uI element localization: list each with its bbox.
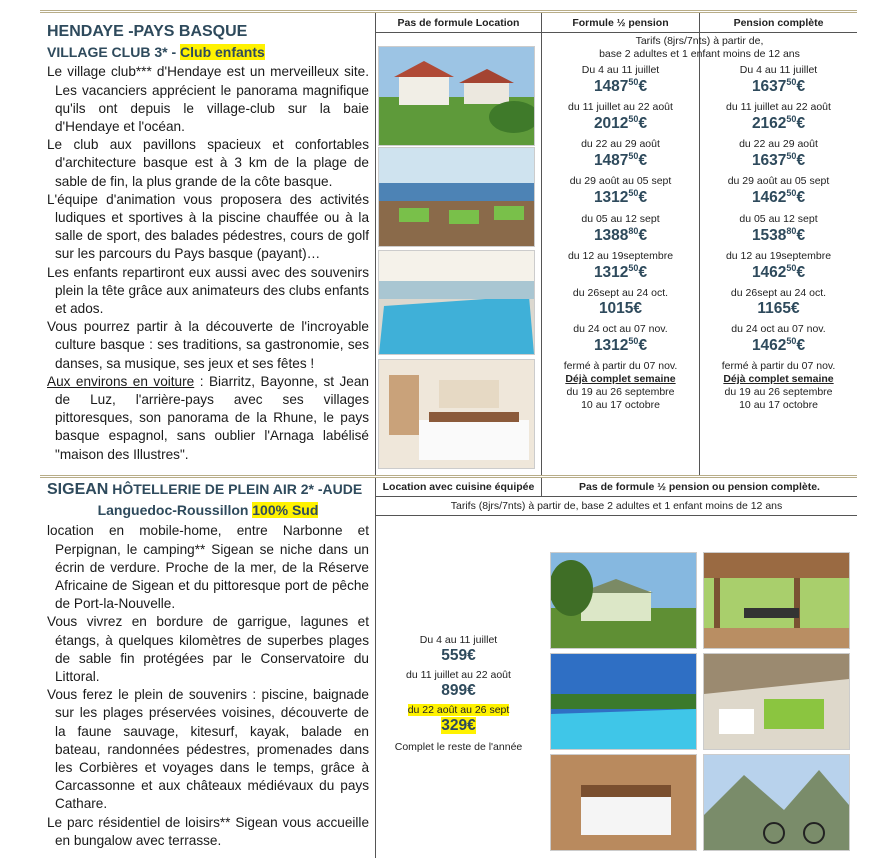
half-board-prices (542, 64, 699, 412)
price-dates: du 26sept au 24 oct. (572, 286, 669, 299)
full-week-note: Déjà complet semaine (723, 373, 834, 386)
club-enfants-badge: Club enfants (180, 44, 265, 61)
env-link[interactable]: Aux environs en voiture (47, 373, 195, 389)
price-value: 559€ (441, 647, 476, 664)
price-dates: du 24 oct au 07 nov. (573, 322, 668, 335)
hendaye-pool-photo (378, 250, 535, 355)
col-head-no-pension: Pas de formule ½ pension ou pension complète. (579, 481, 820, 493)
price-dates: du 12 au 19septembre (725, 249, 832, 262)
price-dates: du 05 au 12 sept (739, 212, 818, 225)
price-value: 1312$^{50}$€ (593, 335, 648, 355)
env-text: : Biarritz, Bayonne, st Jean de Luz, l'arrière-pays avec ses villages pittoresques, son panorama de la Rhune, le pays basque espagnol, sans oublier l'Arnaga labélisé "maison des Illustres". (55, 373, 369, 462)
full-dates-1: du 19 au 26 septembre (566, 386, 675, 399)
price-value: 1388$^{80}$€ (593, 225, 648, 244)
price-dates: du 11 juillet au 22 août (406, 669, 511, 681)
closed-note: fermé à partir du 07 nov. (721, 360, 836, 373)
complete-note: Complet le reste de l'année (394, 741, 523, 753)
paragraph: L'équipe d'animation vous proposera des activités ludiques et sportives à la piscine chauffée ou à la salle de sport, des balades pédestres, cours de golf sur les parcours du Pays basque (payant)… (47, 191, 369, 262)
divider (375, 496, 857, 497)
price-dates: du 11 juillet au 22 août (568, 101, 673, 114)
price-dates: du 24 oct au 07 nov. (731, 322, 826, 335)
price-dates: du 29 août au 05 sept (727, 175, 830, 188)
price-value: 1462$^{50}$€ (751, 188, 806, 207)
price-value: 2162$^{50}$€ (751, 114, 806, 133)
tarifs-line2: base 2 adultes et 1 enfant moins de 12 ans (599, 48, 800, 60)
hendaye-section (40, 13, 857, 478)
sigean-prices (376, 634, 541, 754)
price-value: 899€ (441, 682, 476, 699)
price-value: 1015€ (598, 299, 643, 317)
price-dates: du 05 au 12 sept (581, 212, 660, 225)
brochure-page (40, 10, 857, 856)
price-dates: du 22 au 29 août (581, 138, 660, 151)
paragraph: Le parc résidentiel de loisirs** Sigean vous accueille en bungalow avec terrasse. (47, 814, 369, 848)
price-dates: du 22 au 29 août (739, 138, 818, 151)
section-title: SIGEAN (47, 481, 109, 498)
paragraph: Vous pourrez partir à la découverte de l'incroyable culture basque : ses traditions, sa gastronomie, ses danses, sa musique, ses jeux et ses fêtes ! (47, 319, 369, 371)
price-value: 2012$^{50}$€ (593, 114, 648, 133)
paragraph: Le club aux pavillons spacieux et confortables d'architecture basque est à 3 km de la plage de sable de fin, la plus grande de la côte basque. (47, 137, 369, 189)
sud-badge: 100% Sud (252, 502, 319, 519)
price-value: 1487$^{50}$€ (593, 77, 648, 96)
price-value: 329€ (441, 717, 476, 734)
subtitle-separator: - (167, 44, 181, 61)
sigean-kitchen-photo (703, 653, 850, 750)
price-dates: Du 4 au 11 juillet (581, 64, 660, 76)
price-value: 1462$^{50}$€ (751, 262, 806, 281)
section-title: HENDAYE -PAYS BASQUE (47, 23, 248, 40)
price-dates: du 11 juillet au 22 août (726, 101, 831, 114)
col-head-full: Pension complète (733, 17, 824, 29)
divider (375, 13, 376, 475)
full-dates-1: du 19 au 26 septembre (724, 386, 833, 399)
tarifs-line1: Tarifs (8jrs/7nts) à partir de, (635, 35, 764, 47)
paragraph: location en mobile-home, entre Narbonne et Perpignan, le camping** Sigean se niche dans un écrin de verdure. Proche de la mer, de la Réserve Africaine de Sigean et du pittoresque port de pêche de Port-la-Nouvelle. (47, 523, 369, 612)
tarifs-info: Tarifs (8jrs/7nts) à partir de, base 2 adultes et 1 enfant moins de 12 ans (450, 500, 783, 512)
price-value: 1637$^{50}$€ (751, 151, 806, 170)
price-value: 1462$^{50}$€ (751, 335, 806, 355)
sigean-description (47, 480, 369, 850)
section-subtitle: HÔTELLERIE DE PLEIN AIR 2* -AUDE (108, 481, 363, 497)
price-dates: Du 4 au 11 juillet (419, 634, 498, 646)
price-dates: Du 4 au 11 juillet (739, 64, 818, 76)
divider (375, 32, 857, 33)
hendaye-terrace-photo (378, 147, 535, 247)
tarifs-info (542, 35, 857, 61)
sigean-section (40, 478, 857, 858)
sigean-bedroom-photo (550, 754, 697, 851)
price-dates: du 22 août au 26 sept (407, 704, 510, 716)
section-subtitle: VILLAGE CLUB 3* (47, 44, 168, 61)
sigean-cycling-photo (703, 754, 850, 851)
full-week-note: Déjà complet semaine (565, 373, 676, 386)
hendaye-description (47, 23, 369, 464)
price-value: 1487$^{50}$€ (593, 151, 648, 170)
region-label: Languedoc-Roussillon (97, 502, 249, 519)
paragraph: Les enfants repartiront eux aussi avec des souvenirs plein la tête grâce aux animateurs des clubs enfants et ados. (47, 264, 369, 317)
paragraph: Vous vivrez en bordure de garrigue, lagunes et étangs, à quelques kilomètres de superbes plages de sable fin protégées par le Conservatoire du Littoral. (47, 614, 369, 685)
full-dates-2: 10 au 17 octobre (739, 399, 818, 412)
price-value: 1165€ (757, 299, 800, 317)
paragraph: Vous ferez le plein de souvenirs : piscine, baignade sur les plages préservées voisines, découverte de la faune sauvage, kitesurf, kayak, balade en bateau, randonnées pédestres, promenades dans les Corbières et voyages dans le temps, grâce à Carcassonne et aux châteaux médiévaux du pays Cathare. (47, 687, 369, 812)
hendaye-village-photo (378, 46, 535, 146)
price-value: 1312$^{50}$€ (593, 188, 648, 207)
closed-note: fermé à partir du 07 nov. (563, 360, 678, 373)
col-head-half: Formule ½ pension (572, 17, 669, 29)
hendaye-room-photo (378, 359, 535, 469)
col-head-location: Pas de formule Location (397, 17, 520, 29)
sigean-terrace-photo (703, 552, 850, 649)
paragraph: Le village club*** d'Hendaye est un merveilleux site. Les vacanciers apprécient le panorama magnifique qu'ils ont depuis le village-club sur la baie d'Hendaye et l'océan. (47, 64, 369, 135)
col-head-location: Location avec cuisine équipée (382, 481, 535, 493)
full-board-prices (700, 64, 857, 412)
price-value: 1637$^{50}$€ (751, 77, 806, 96)
price-dates: du 29 août au 05 sept (569, 175, 672, 188)
price-value: 1312$^{50}$€ (593, 262, 648, 281)
sigean-pool-photo (550, 653, 697, 750)
price-dates: du 12 au 19septembre (567, 249, 674, 262)
price-dates: du 26sept au 24 oct. (730, 286, 827, 299)
full-dates-2: 10 au 17 octobre (581, 399, 660, 412)
sigean-mobilehome-photo (550, 552, 697, 649)
divider (375, 515, 857, 516)
paragraph (47, 373, 369, 464)
price-value: 1538$^{80}$€ (751, 225, 806, 244)
